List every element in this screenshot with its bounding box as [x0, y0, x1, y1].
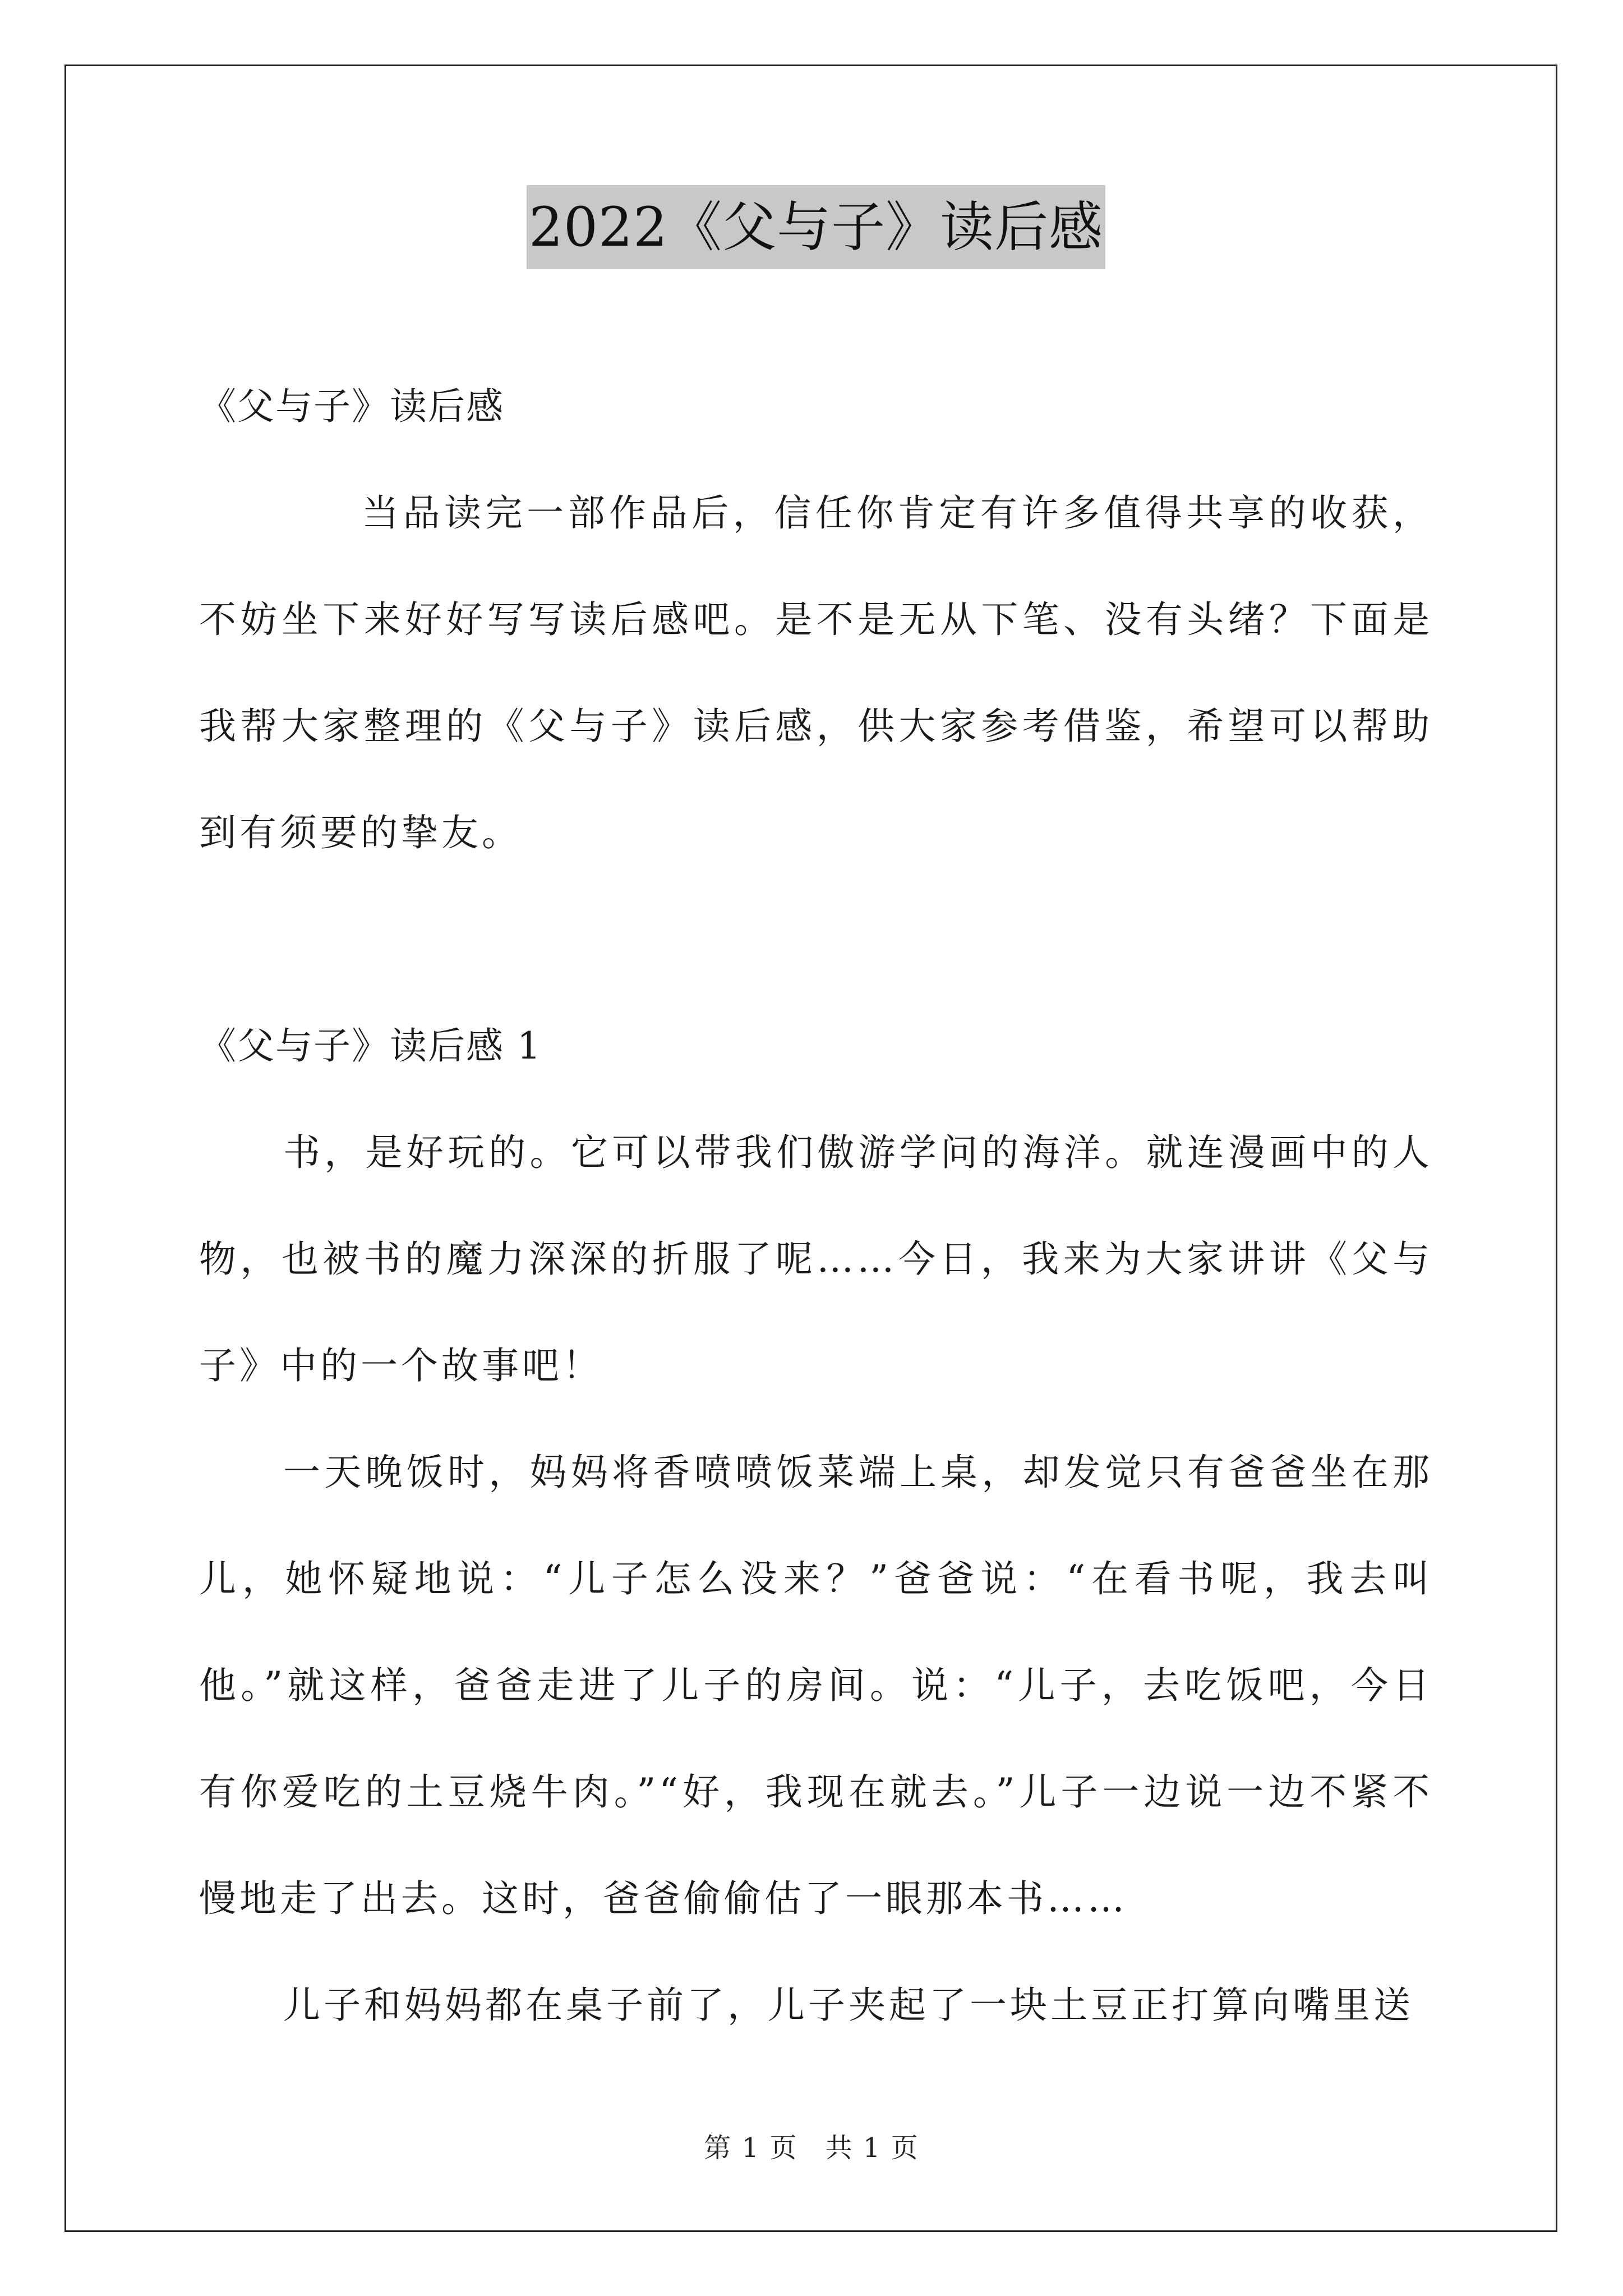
page-number: 第 1 页 — [704, 2132, 798, 2164]
section-spacer — [199, 886, 1433, 993]
section1-paragraph: 一天晚饭时，妈妈将香喷喷饭菜端上桌，却发觉只有爸爸坐在那儿，她怀疑地说：“儿子怎么没来？”爸爸说：“在看书呢，我去叫他。”就这样，爸爸走进了儿子的房间。说：“儿子，去吃饭吧，今日有你爱吃的土豆烧牛肉。”“好，我现在就去。”儿子一边说一边不紧不慢地走了出去。这时，爸爸偷偷估了一眼那本书…… — [199, 1451, 1433, 1920]
document-body — [199, 185, 1433, 2059]
page-total: 共 1 页 — [825, 2132, 919, 2164]
document-title: 2022《父与子》读后感 — [527, 185, 1105, 269]
section1-paragraph: 书，是好玩的。它可以带我们傲游学问的海洋。就连漫画中的人物，也被书的魔力深深的折服了呢……今日，我来为大家讲讲《父与子》中的一个故事吧！ — [199, 1131, 1433, 1387]
intro-heading: 《父与子》读后感 — [199, 385, 504, 428]
intro-paragraph: 当品读完一部作品后，信任你肯定有许多值得共享的收获，不妨坐下来好好写写读后感吧。是不是无从下笔、没有头绪？下面是我帮大家整理的《父与子》读后感，供大家参考借鉴，希望可以帮助到有须要的挚友。 — [199, 491, 1433, 854]
title-wrapper — [199, 185, 1433, 269]
section1-paragraph: 儿子和妈妈都在桌子前了，儿子夹起了一块土豆正打算向嘴里送 — [283, 1984, 1414, 2027]
page-footer — [0, 2126, 1623, 2165]
section1-heading: 《父与子》读后感 1 — [199, 1024, 542, 1068]
